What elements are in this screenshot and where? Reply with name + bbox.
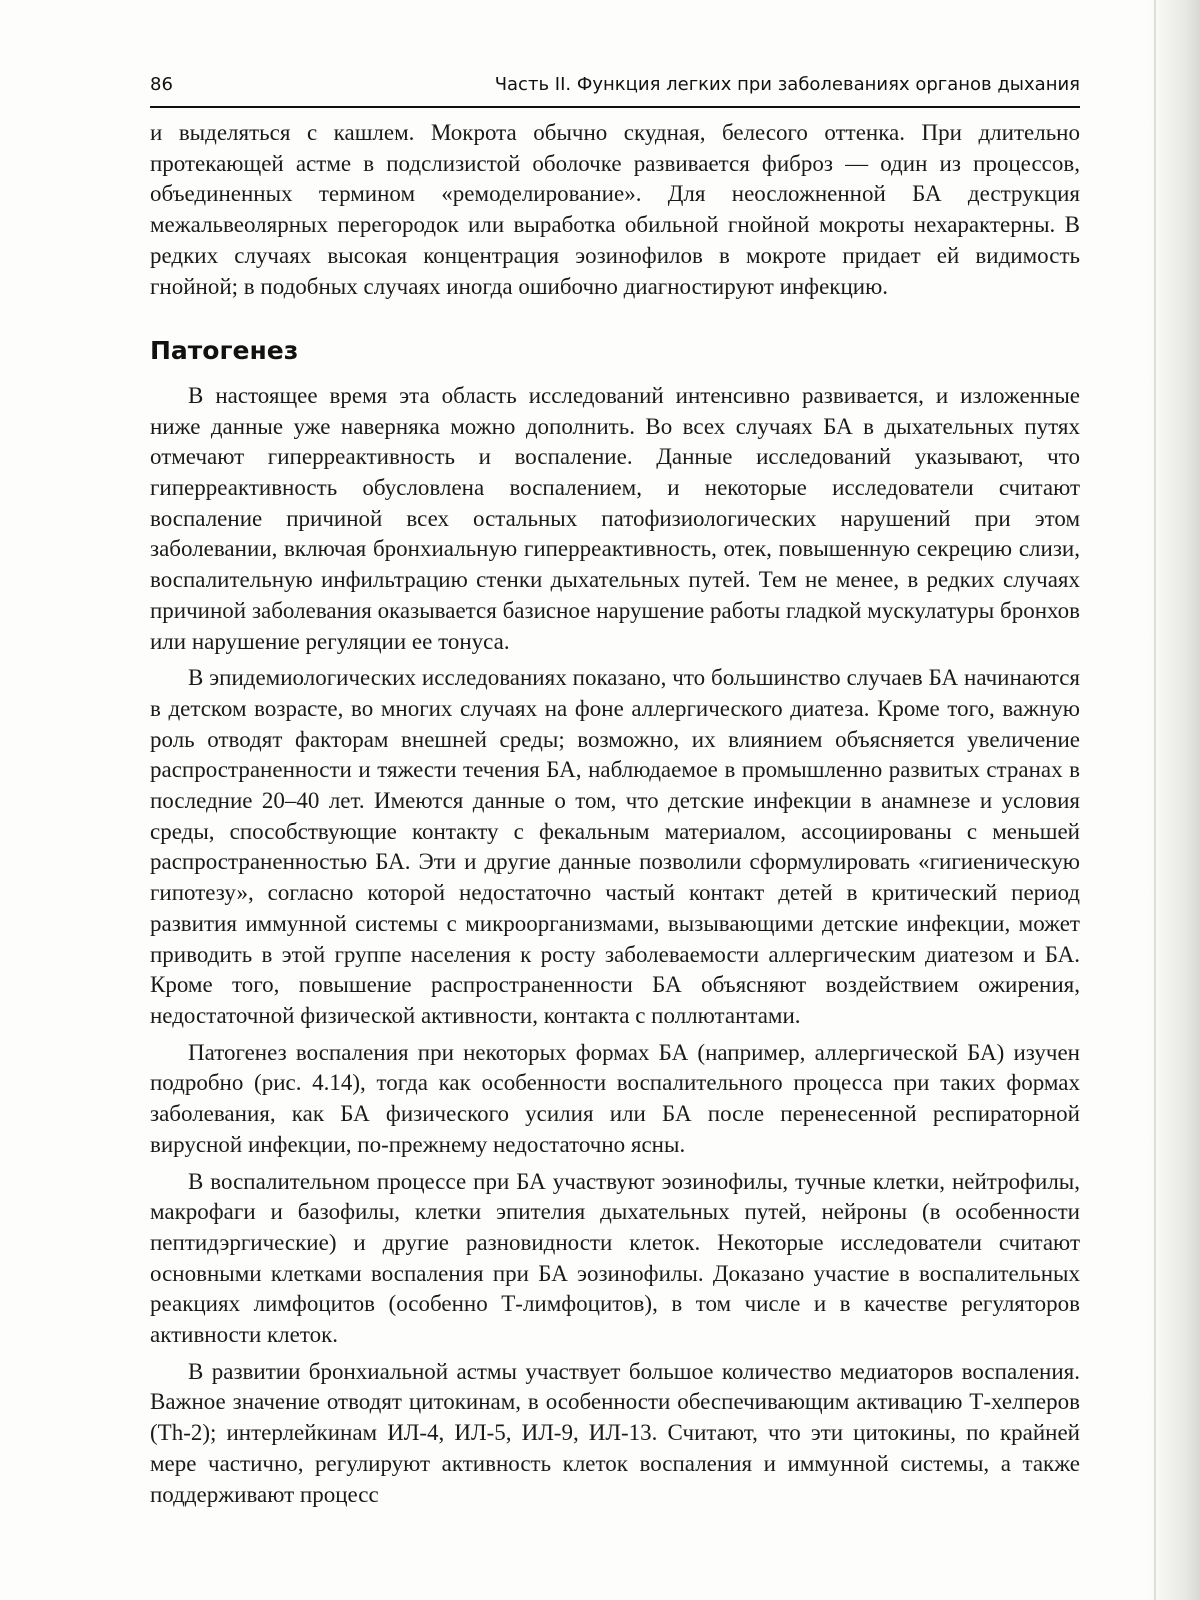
paragraph: В воспалительном процессе при БА участвуют эозинофилы, тучные клетки, нейтрофилы, макрофаги и базофилы, клетки эпителия дыхательных путей, нейроны (в особенности пептидэргические) и другие разновидности клеток. Некоторые исследователи считают основными клетками воспаления при БА эозинофилы. Доказано участие в воспалительных реакциях лимфоцитов (особенно Т-лимфоцитов), в том числе и в качестве регуляторов активности клеток. bbox=[150, 1168, 1080, 1348]
paragraph-continued: и выделяться с кашлем. Мокрота обычно скудная, белесого оттенка. При длительно протекающей астме в подслизистой оболочке развивается фиброз — один из процессов, объединенных термином «ремоделирование». Для неосложненной БА деструкция межальвеолярных перегородок или выработка обильной гнойной мокроты нехарактерны. В редких случаях высокая концентрация эозинофилов в мокроте придает ей видимость гнойной; в подобных случаях иногда ошибочно диагностируют инфекцию. bbox=[150, 120, 1080, 299]
paragraph: В развитии бронхиальной астмы участвует большое количество медиаторов воспаления. Важное значение отводят цитокинам, в особенности обеспечивающим активацию Т-хелперов (Th-2); интерлейкинам ИЛ-4, ИЛ-5, ИЛ-9, ИЛ-13. Считают, что эти цитокины, по крайней мере частично, регулируют активность клеток воспаления и иммунной системы, а также поддерживают процесс bbox=[150, 1358, 1080, 1507]
body-text bbox=[150, 118, 1080, 1510]
paragraph: В настоящее время эта область исследований интенсивно развивается, и изложенные ниже данные уже наверняка можно дополнить. Во всех случаях БА в дыхательных путях отмечают гиперреактивность и воспаление. Данные исследований указывают, что гиперреактивность обусловлена воспалением, и некоторые исследователи считают воспаление причиной всех остальных патофизиологических нарушений при этом заболевании, включая бронхиальную гиперреактивность, отек, повышенную секрецию слизи, воспалительную инфильтрацию стенки дыхательных путей. Тем не менее, в редких случаях причиной заболевания оказывается базисное нарушение работы гладкой мускулатуры бронхов или нарушение регуляции ее тонуса. bbox=[150, 382, 1080, 654]
page-number: 86 bbox=[150, 74, 173, 95]
running-title: Часть II. Функция легких при заболеваниях органов дыхания bbox=[494, 74, 1080, 95]
paragraph: Патогенез воспаления при некоторых формах БА (например, аллергической БА) изучен подробно (рис. 4.14), тогда как особенности воспалительного процесса при таких формах заболевания, как БА физического усилия или БА после перенесенной респираторной вирусной инфекции, по-прежнему недостаточно ясны. bbox=[150, 1039, 1080, 1157]
running-header bbox=[150, 68, 1080, 104]
header-rule bbox=[150, 106, 1080, 108]
section-heading: Патогенез bbox=[150, 336, 299, 366]
page-edge-line bbox=[1154, 0, 1156, 1600]
paragraph: В эпидемиологических исследованиях показано, что большинство случаев БА начинаются в детском возрасте, во многих случаях на фоне аллергического диатеза. Кроме того, важную роль отводят факторам внешней среды; возможно, их влиянием объясняется увеличение распространенности и тяжести течения БА, наблюдаемое в промышленно развитых странах в последние 20–40 лет. Имеются данные о том, что детские инфекции в анамнезе и условия среды, способствующие контакту с фекальным материалом, ассоциированы с меньшей распространенностью БА. Эти и другие данные позволили сформулировать «гигиеническую гипотезу», согласно которой недостаточно частый контакт детей в критический период развития иммунной системы с микроорганизмами, вызывающими детские инфекции, может приводить в этой группе населения к росту заболеваемости аллергическим диатезом и БА. Кроме того, повышение распространенности БА объясняют воздействием ожирения, недостаточной физической активности, контакта с поллютантами. bbox=[150, 665, 1080, 1028]
